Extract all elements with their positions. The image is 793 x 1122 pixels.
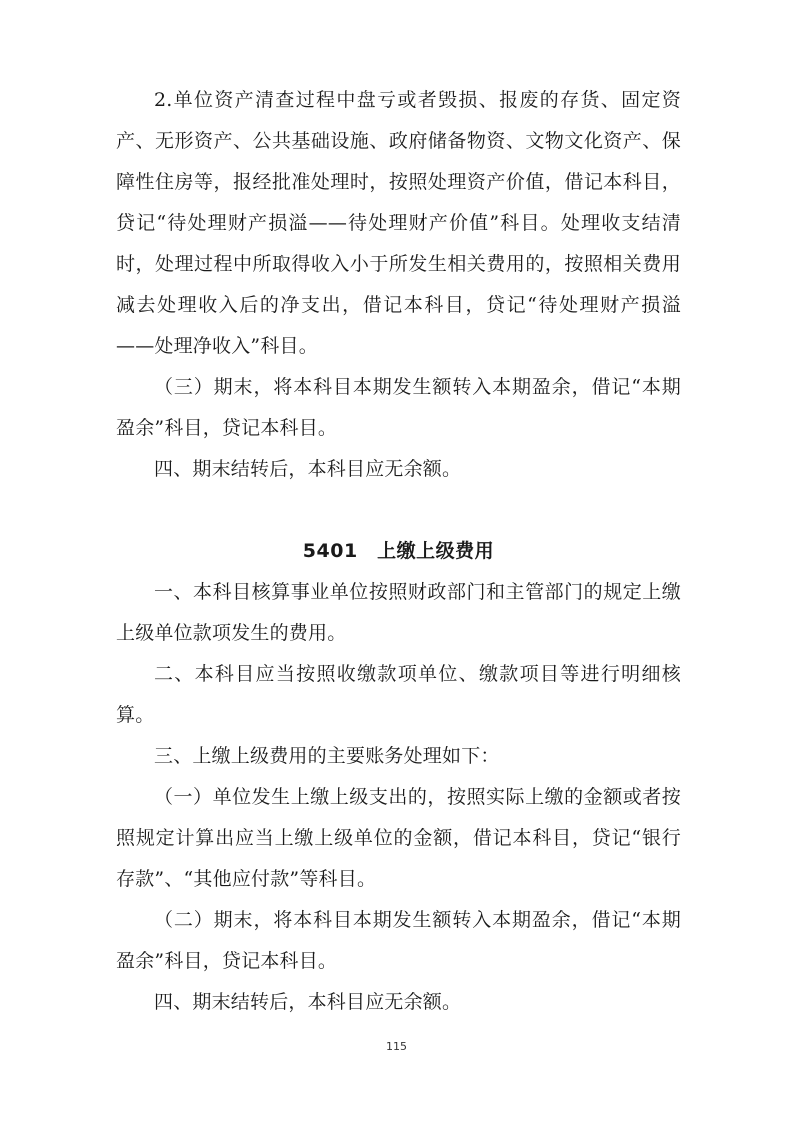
- section-heading-5401: 5401 上缴上级费用: [302, 540, 495, 562]
- paragraph-5401-2: 二、本科目应当按照收缴款项单位、缴款项目等进行明细核算。: [116, 663, 681, 726]
- paragraph-item-4: 四、期末结转后，本科目应无余额。: [154, 458, 462, 480]
- page-content: [116, 80, 681, 1023]
- paragraph-item-3: （三）期末，将本科目本期发生额转入本期盈余，借记“本期盈余”科目，贷记本科目。: [116, 376, 681, 439]
- paragraph-5401-3: 三、上缴上级费用的主要账务处理如下：: [154, 745, 500, 767]
- paragraph-item-2: 2.单位资产清查过程中盘亏或者毁损、报废的存货、固定资产、无形资产、公共基础设施、政府储备物资、文物文化资产、保障性住房等，报经批准处理时，按照处理资产价值，借记本科目，贷记“待处理财产损溢——待处理财产价值”科目。处理收支结清时，处理过程中所取得收入小于所发生相关费用的，按照相关费用减去处理收入后的净支出，借记本科目，贷记“待处理财产损溢——处理净收入”科目。: [116, 89, 681, 357]
- paragraph-5401-5: （二）期末，将本科目本期发生额转入本期盈余，借记“本期盈余”科目，贷记本科目。: [116, 909, 681, 972]
- page-number: 115: [386, 1040, 407, 1053]
- paragraph-5401-1: 一、本科目核算事业单位按照财政部门和主管部门的规定上缴上级单位款项发生的费用。: [116, 581, 681, 644]
- paragraph-5401-6: 四、期末结转后，本科目应无余额。: [154, 991, 462, 1013]
- paragraph-5401-4: （一）单位发生上缴上级支出的，按照实际上缴的金额或者按照规定计算出应当上缴上级单位的金额，借记本科目，贷记“银行存款”、“其他应付款”等科目。: [116, 786, 681, 890]
